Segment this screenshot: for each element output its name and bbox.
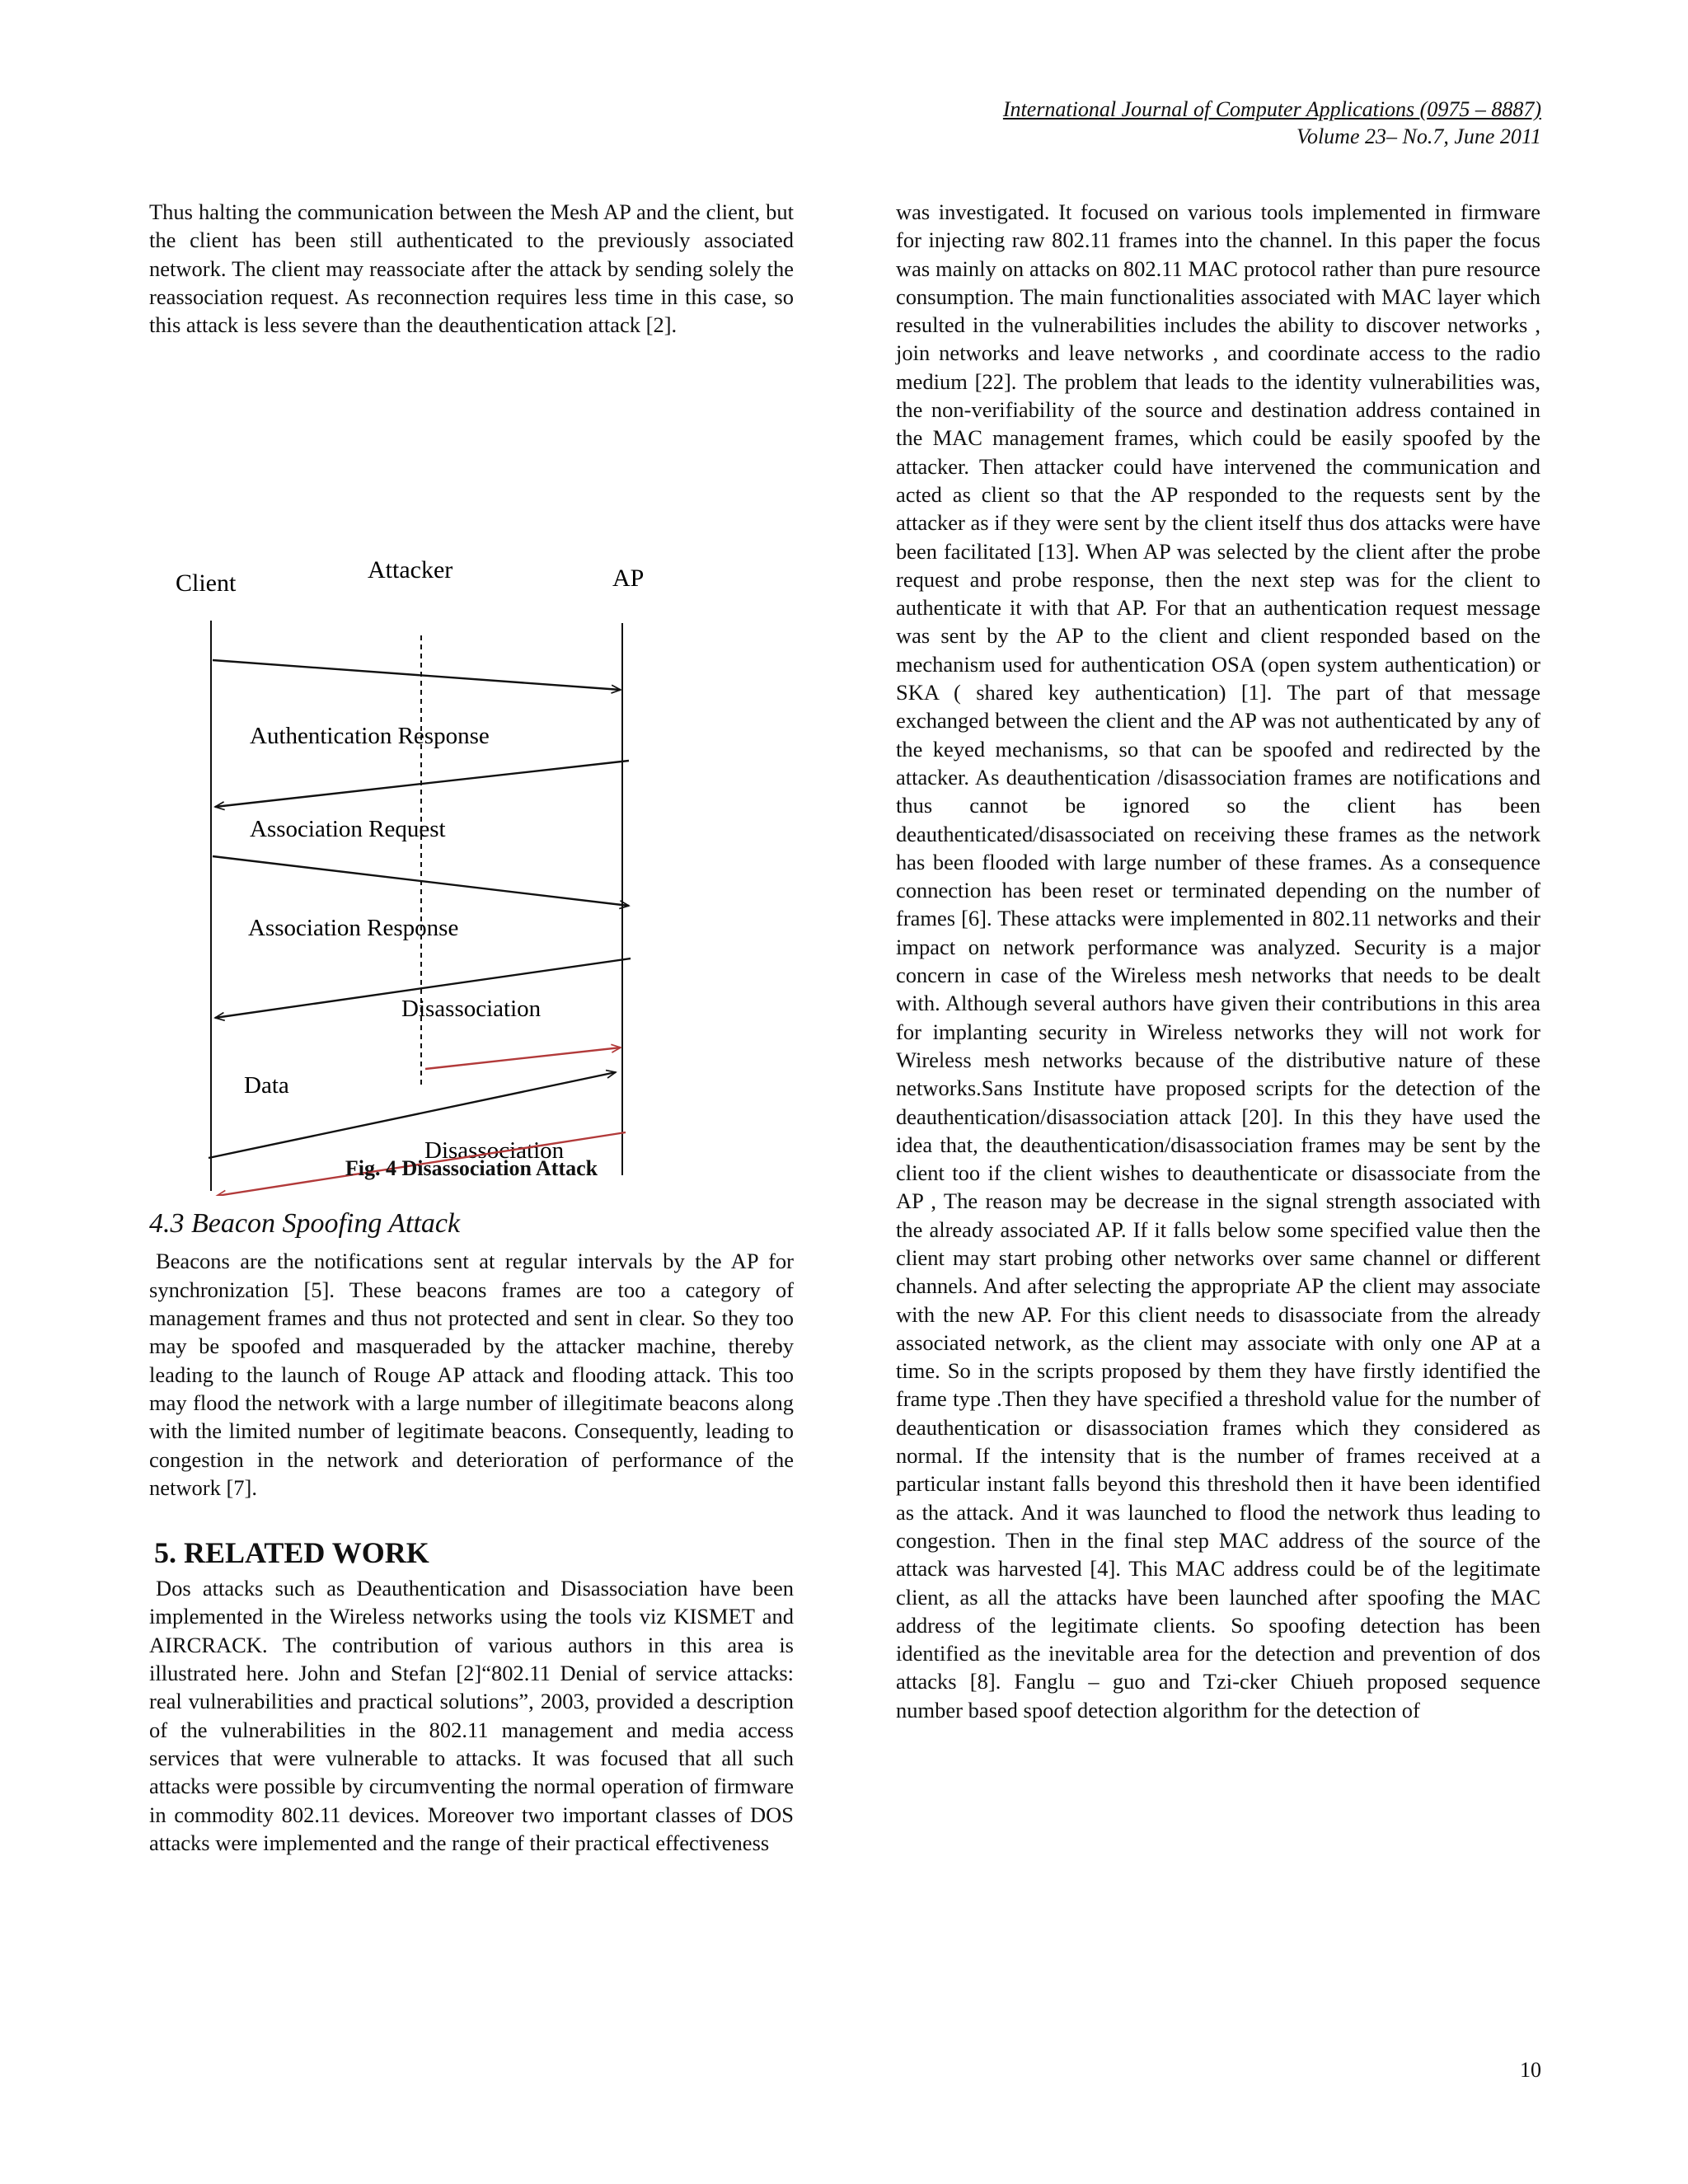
section-5-title: 5. RELATED WORK xyxy=(154,1536,429,1570)
journal-title: International Journal of Computer Applications (0975 – 8887) xyxy=(1002,97,1541,121)
ap-label: AP xyxy=(612,565,645,593)
auth-response-label: Authentication Response xyxy=(250,723,490,750)
msg-disassoc-attack-arrow-1 xyxy=(425,1047,621,1069)
left-column xyxy=(149,198,794,1857)
figure-4 xyxy=(149,339,794,1196)
right-column xyxy=(896,198,1540,1724)
disassoc-label-1: Disassociation xyxy=(401,996,542,1023)
section-4-3-title: 4.3 Beacon Spoofing Attack xyxy=(149,1208,461,1240)
data-label: Data xyxy=(244,1072,289,1099)
client-label: Client xyxy=(176,569,237,598)
journal-volume: Volume 23– No.7, June 2011 xyxy=(1296,124,1541,148)
intro-paragraph: Thus halting the communication between the Mesh AP and the client, but the client has been still authenticated to the previously associated network. The client may reassociate after the attack by sending solely the reassociation request. As reconnection requires less time in this case, so this attack is less severe than the deauthentication attack [2]. xyxy=(149,199,794,338)
section-5-paragraph: Dos attacks such as Deauthentication and Disassociation have been implemented in the Wireless networks using the tools viz KISMET and AIRCRACK. The contribution of various authors in this area is illustrated here. John and Stefan [2]“802.11 Denial of service attacks: real vulnerabilities and practical solutions”, 2003, provided a description of the vulnerabilities in the 802.11 management and media access services that were vulnerable to attacks. It was focused that all such attacks were possible by circumventing the normal operation of firmware in commodity 802.11 devices. Moreover two important classes of DOS attacks were implemented and the range of their practical effectiveness xyxy=(149,1576,794,1855)
journal-header xyxy=(799,96,1541,150)
msg-auth-request-arrow xyxy=(213,660,621,690)
sequence-diagram xyxy=(149,339,794,1196)
section-4-3-paragraph: Beacons are the notifications sent at regular intervals by the AP for synchronization [5]. These beacons frames are too a category of management frames and thus not protected and sent in clear. So they too may be spoofed and masqueraded by the attacker machine, thereby leading to the launch of Rouge AP attack and flooding attack. This too may flood the network with a large number of illegitimate beacons along with the limited number of legitimate beacons. Consequently, leading to congestion in the network and deterioration of performance of the network [7]. xyxy=(149,1249,794,1500)
attacker-label: Attacker xyxy=(368,556,453,584)
assoc-response-label: Association Response xyxy=(248,915,459,942)
assoc-request-label: Association Request xyxy=(250,816,446,843)
figure-caption: Fig. 4 Disassociation Attack xyxy=(345,1156,598,1181)
page-number: 10 xyxy=(1520,2058,1541,2082)
right-column-paragraph: was investigated. It focused on various tools implemented in firmware for injecting raw 802.11 frames into the channel. In this paper the focus was mainly on attacks on 802.11 MAC protocol rather than pure resource consumption. The main functionalities associated with MAC layer which resulted in the vulnerabilities includes the ability to discover networks , join networks and leave networks , and coordinate access to the radio medium [22]. The problem that leads to the identity vulnerabilities was, the non-verifiability of the source and destination address contained in the MAC management frames, which could be easily spoofed by the attacker. Then attacker could have intervened the communication and acted as client so that the AP responded to the requests sent by the attacker as if they were sent by the client itself thus dos attacks were have been facilitated [13]. When AP was selected by the client after the probe request and probe response, then the next step was for the client to authenticate it with that AP. For that an authentication request message was sent by the AP to the client and client responded based on the mechanism used for authentication OSA (open system authentication) or SKA ( shared key authentication) [1]. The part of that message exchanged between the client and the AP was not authenticated by any of the keyed mechanisms, so that can be spoofed and redirected by the attacker. As deauthentication /disassociation frames are notifications and thus cannot be ignored so the client has been deauthenticated/disassociated on receiving these frames as the network has been flooded with large number of these frames. As a consequence connection has been reset or terminated depending on the number of frames [6]. These attacks were implemented in 802.11 networks and their impact on network performance was analyzed. Security is a major concern in case of the Wireless mesh networks that needs to be dealt with. Although several authors have given their contributions in this area for implanting security in Wireless networks they will not work for Wireless mesh networks because of the distributive nature of these networks.Sans Institute have proposed scripts for the detection of the deauthentication/disassociation attack [20]. In this they have used the idea that, the deauthentication/disassociation frames may be sent by the client too if the client wishes to deauthenticate or disassociate from the AP , The reason may be decrease in the signal strength associated with the already associated AP. If it falls below some specified value then the client may start probing other networks over same channel or different channels. And after selecting the appropriate AP the client may associate with the new AP. For this client needs to disassociate from the already associated network, as the client may associate with only one AP at a time. So in the scripts proposed by them they have firstly identified the frame type .Then they have specified a threshold value for the number of deauthentication or disassociation frames which they considered as normal. If the intensity that is the number of frames received at a particular instant falls beyond this threshold then it have been identified as the attack. And it was launched to flood the network thus leading to congestion. Then in the final step MAC address of the source of the attack was harvested [4]. This MAC address could be of the legitimate client, as all the attacks have been launched after spoofing the MAC address of the legitimate clients. So spoofing detection has been identified as the inevitable area for the detection and prevention of dos attacks [8]. Fanglu – guo and Tzi-cker Chiueh proposed sequence number based spoof detection algorithm for the detection of xyxy=(896,199,1540,1722)
disassoc-label-2: Disassociation xyxy=(424,1137,565,1165)
